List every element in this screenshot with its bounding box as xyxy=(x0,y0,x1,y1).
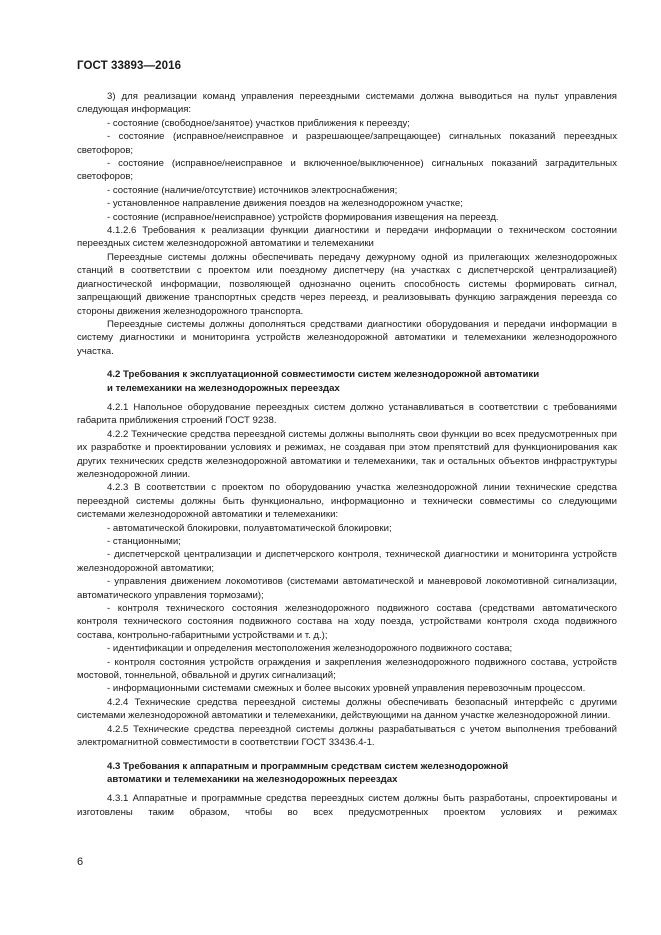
paragraph: 4.2.5 Технические средства переездной системы должны разрабатываться с учетом выполнения требований электромагнитной совместимости в соответствии ГОСТ 33436.4-1. xyxy=(77,723,617,749)
list-item: - автоматической блокировки, полуавтоматической блокировки; xyxy=(107,522,392,534)
list-item: - контроля состояния устройств ограждения и закрепления железнодорожного подвижного состава, устройств мостовой, тоннельной, обвальной и других сигнализаций; xyxy=(77,656,617,682)
paragraph: 4.2.1 Напольное оборудование переездных систем должно устанавливаться в соответствии с требованиями габарита приближения строений ГОСТ 9238. xyxy=(77,401,617,427)
paragraph: 4.1.2.6 Требования к реализации функции диагностики и передачи информации о техническом состоянии переездных систем железнодорожной автоматики и телемеханики xyxy=(77,225,617,250)
list-item: - состояние (исправное/неисправное и включенное/выключенное) сигнальных показаний заградительных светофоров; xyxy=(77,158,617,183)
section-heading xyxy=(77,368,617,395)
section-heading-line: и телемеханики на железнодорожных переездах xyxy=(107,382,340,394)
section-heading-line: 4.2 Требования к эксплуатационной совместимости систем железнодорожной автоматики xyxy=(107,369,540,381)
list-item: - станционными; xyxy=(107,536,181,547)
list-item: - состояние (исправное/неисправное) устройств формирования извещения на переезд. xyxy=(107,211,499,223)
list-item: - контроля технического состояния железнодорожного подвижного состава (средствами автоматического контроля технического состояния подвижного состава на ходу поезда, устройствами контроля схода подвижного состава, контрольно-габаритными устройствами и т. д.); xyxy=(77,603,617,641)
section-heading-line: автоматики и телемеханики на железнодорожных переездах xyxy=(107,773,398,785)
list-item: - установленное направление движения поездов на железнодорожном участке; xyxy=(107,198,463,210)
list-item: - состояние (наличие/отсутствие) источников электроснабжения; xyxy=(107,184,398,196)
section-heading-line: 4.3 Требования к аппаратным и программным средствам систем железнодорожной xyxy=(107,760,509,772)
list-item: - диспетчерской централизации и диспетчерского контроля, технической диагностики и мониторинга устройств железнодорожной автоматики; xyxy=(77,549,617,574)
list-item: - идентификации и определения местоположения железнодорожного подвижного состава; xyxy=(107,643,513,655)
section-heading xyxy=(77,760,617,787)
paragraph: 4.2.4 Технические средства переездной системы должны обеспечивать безопасный интерфейс с другими системами железнодорожной автоматики и телемеханики, действующими на данном участке железнодорожной линии. xyxy=(77,696,617,722)
paragraph: Переездные системы должны обеспечивать передачу дежурному одной из прилегающих железнодорожных станций в соответствии с проектом или поездному диспетчеру (на участках с диспетчерской централизацией) диагностической информации, позволяющей однозначно оценить способность системы формировать сигнал, запрещающий движение транспортных средств через переезд, и реализовывать функцию заграждения переезда со стороны движения железнодорожного транспорта. xyxy=(77,251,617,317)
paragraph: 4.2.2 Технические средства переездной системы должны выполнять свои функции во всех предусмотренных при их разработке и проектировании условиях и режимах, не создавая при этом препятствий для функционирования как других технических средств железнодорожной автоматики и телемеханики, так и остальных объектов инфраструктуры железнодорожной линии. xyxy=(77,428,617,480)
paragraph: 3) для реализации команд управления переездными системами должна выводиться на пульт управления следующая информация: xyxy=(77,91,617,116)
list-item: - состояние (свободное/занятое) участков приближения к переезду; xyxy=(107,117,410,129)
list-item: - информационными системами смежных и более высоких уровней управления перевозочным процессом. xyxy=(107,683,586,695)
paragraph: Переездные системы должны дополняться средствами диагностики оборудования и передачи информации в систему диагностики и мониторинга устройств железнодорожной автоматики и телемеханики железнодорожного участка. xyxy=(77,318,617,357)
paragraph: 4.3.1 Аппаратные и программные средства переездных систем должны быть разработаны, спроектированы и изготовлены таким образом, чтобы во всех предусмотренных проектом условиях и режимах xyxy=(77,793,617,818)
paragraph: 4.2.3 В соответствии с проектом по оборудованию участка железнодорожной линии технические средства переездной системы должны быть функционально, информационно и технически совместимы со следующими системами железнодорожной автоматики и телемеханики: xyxy=(77,482,617,521)
list-item: - управления движением локомотивов (системами автоматической и маневровой локомотивной сигнализации, автоматического управления тормозами); xyxy=(77,576,617,601)
list-item: - состояние (исправное/неисправное и разрешающее/запрещающее) сигнальных показаний переездных светофоров; xyxy=(77,131,617,156)
document-body xyxy=(77,90,617,819)
document-header: ГОСТ 33893—2016 xyxy=(77,60,182,72)
page-number: 6 xyxy=(77,856,84,868)
